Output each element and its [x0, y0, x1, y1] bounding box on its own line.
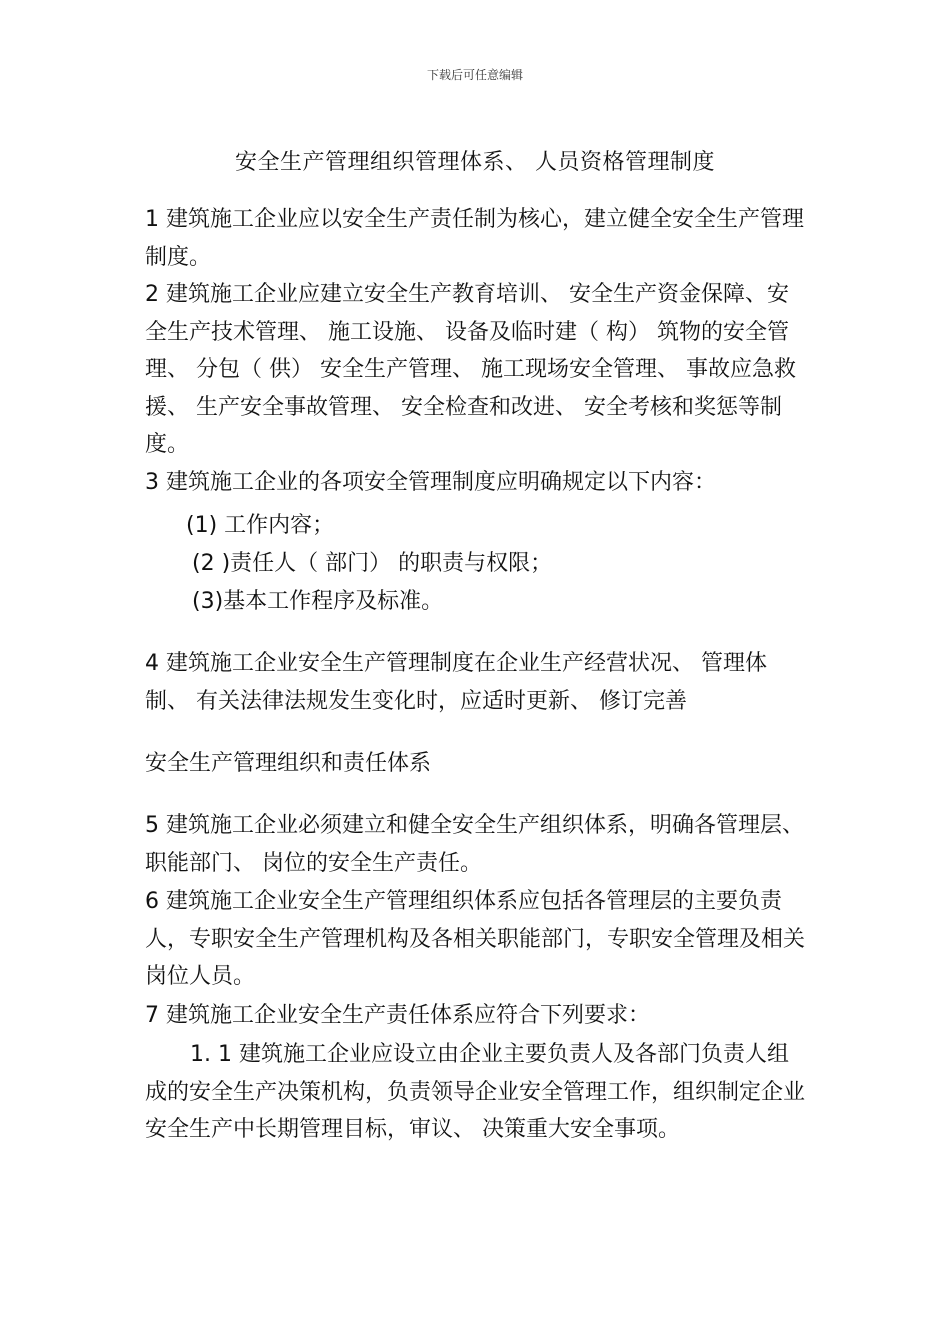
paragraph-6: 6 建筑施工企业安全生产管理组织体系应包括各管理层的主要负责人，专职安全生产管理机构及各相关职能部门，专职安全管理及相关岗位人员。 — [145, 889, 806, 989]
paragraph-1: 1 建筑施工企业应以安全生产责任制为核心，建立健全安全生产管理制度。 — [145, 207, 804, 270]
paragraph-5: 5 建筑施工企业必须建立和健全安全生产组织体系，明确各管理层、 职能部门、 岗位的安全生产责任。 — [145, 813, 804, 876]
list-item-3: (3)基本工作程序及标准。 — [192, 589, 444, 614]
section-heading: 安全生产管理组织和责任体系 — [145, 751, 432, 776]
paragraph-2: 2 建筑施工企业应建立安全生产教育培训、 安全生产资金保障、安全生产技术管理、 施工设施、 设备及临时建（ 构） 筑物的安全管理、 分包（ 供） 安全生产管理、 施工现场安全管理、 事故应急救援、 生产安全事故管理、 安全检查和改进、 安全考核和奖惩等制度。 — [145, 282, 796, 457]
paragraph-3: 3 建筑施工企业的各项安全管理制度应明确规定以下内容： — [145, 470, 716, 495]
paragraph-7: 7 建筑施工企业安全生产责任体系应符合下列要求： — [145, 1003, 650, 1028]
document-title: 安全生产管理组织管理体系、 人员资格管理制度 — [235, 150, 715, 175]
paragraph-7-1: 1. 1 建筑施工企业应设立由企业主要负责人及各部门负责人组成的安全生产决策机构，负责领导企业安全管理工作，组织制定企业安全生产中长期管理目标，审议、 决策重大安全事项。 — [145, 1042, 806, 1142]
page-header-note: 下载后可任意编辑 — [426, 68, 523, 82]
list-item-2: (2 )责任人（ 部门） 的职责与权限； — [192, 551, 553, 576]
paragraph-4: 4 建筑施工企业安全生产管理制度在企业生产经营状况、 管理体制、 有关法律法规发生变化时，应适时更新、 修订完善 — [145, 651, 767, 714]
list-item-1: (1) 工作内容； — [186, 513, 335, 538]
